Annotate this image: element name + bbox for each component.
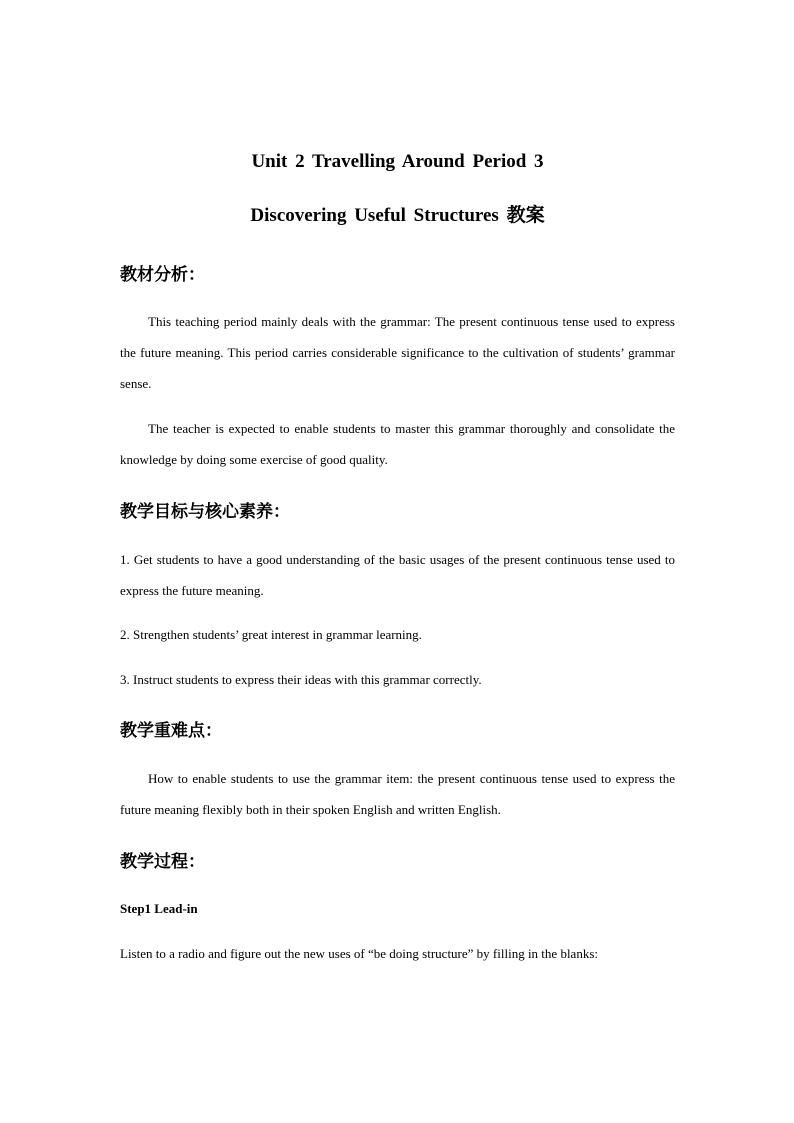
section-heading-analysis: 教材分析： xyxy=(120,265,205,285)
step1-text: Listen to a radio and figure out the new uses of “be doing structure” by filling in the blanks: xyxy=(120,946,598,961)
section-heading-process: 教学过程： xyxy=(120,852,205,872)
analysis-paragraph-1: This teaching period mainly deals with the grammar: The present continuous tense used to express the future meaning. This period carries considerable significance to the cultivation of students’ grammar sense. xyxy=(120,314,675,391)
analysis-paragraph-2: The teacher is expected to enable students to master this grammar thoroughly and consolidate the knowledge by doing some exercise of good quality. xyxy=(120,421,675,467)
section-heading-keypoints: 教学重难点： xyxy=(120,721,222,741)
document-page xyxy=(120,0,675,1123)
keypoints-paragraph: How to enable students to use the grammar item: the present continuous tense used to express the future meaning flexibly both in their spoken English and written English. xyxy=(120,771,675,817)
step1-title: Step1 Lead-in xyxy=(120,901,198,916)
document-title-line2: Discovering Useful Structures 教案 xyxy=(250,205,545,226)
objective-item-1: 1. Get students to have a good understanding of the basic usages of the present continuous tense used to express the future meaning. xyxy=(120,552,675,598)
section-heading-objectives: 教学目标与核心素养： xyxy=(120,502,290,522)
objective-item-3: 3. Instruct students to express their ideas with this grammar correctly. xyxy=(120,672,482,687)
objective-item-2: 2. Strengthen students’ great interest in grammar learning. xyxy=(120,627,422,642)
document-title-line1: Unit 2 Travelling Around Period 3 xyxy=(251,151,544,172)
